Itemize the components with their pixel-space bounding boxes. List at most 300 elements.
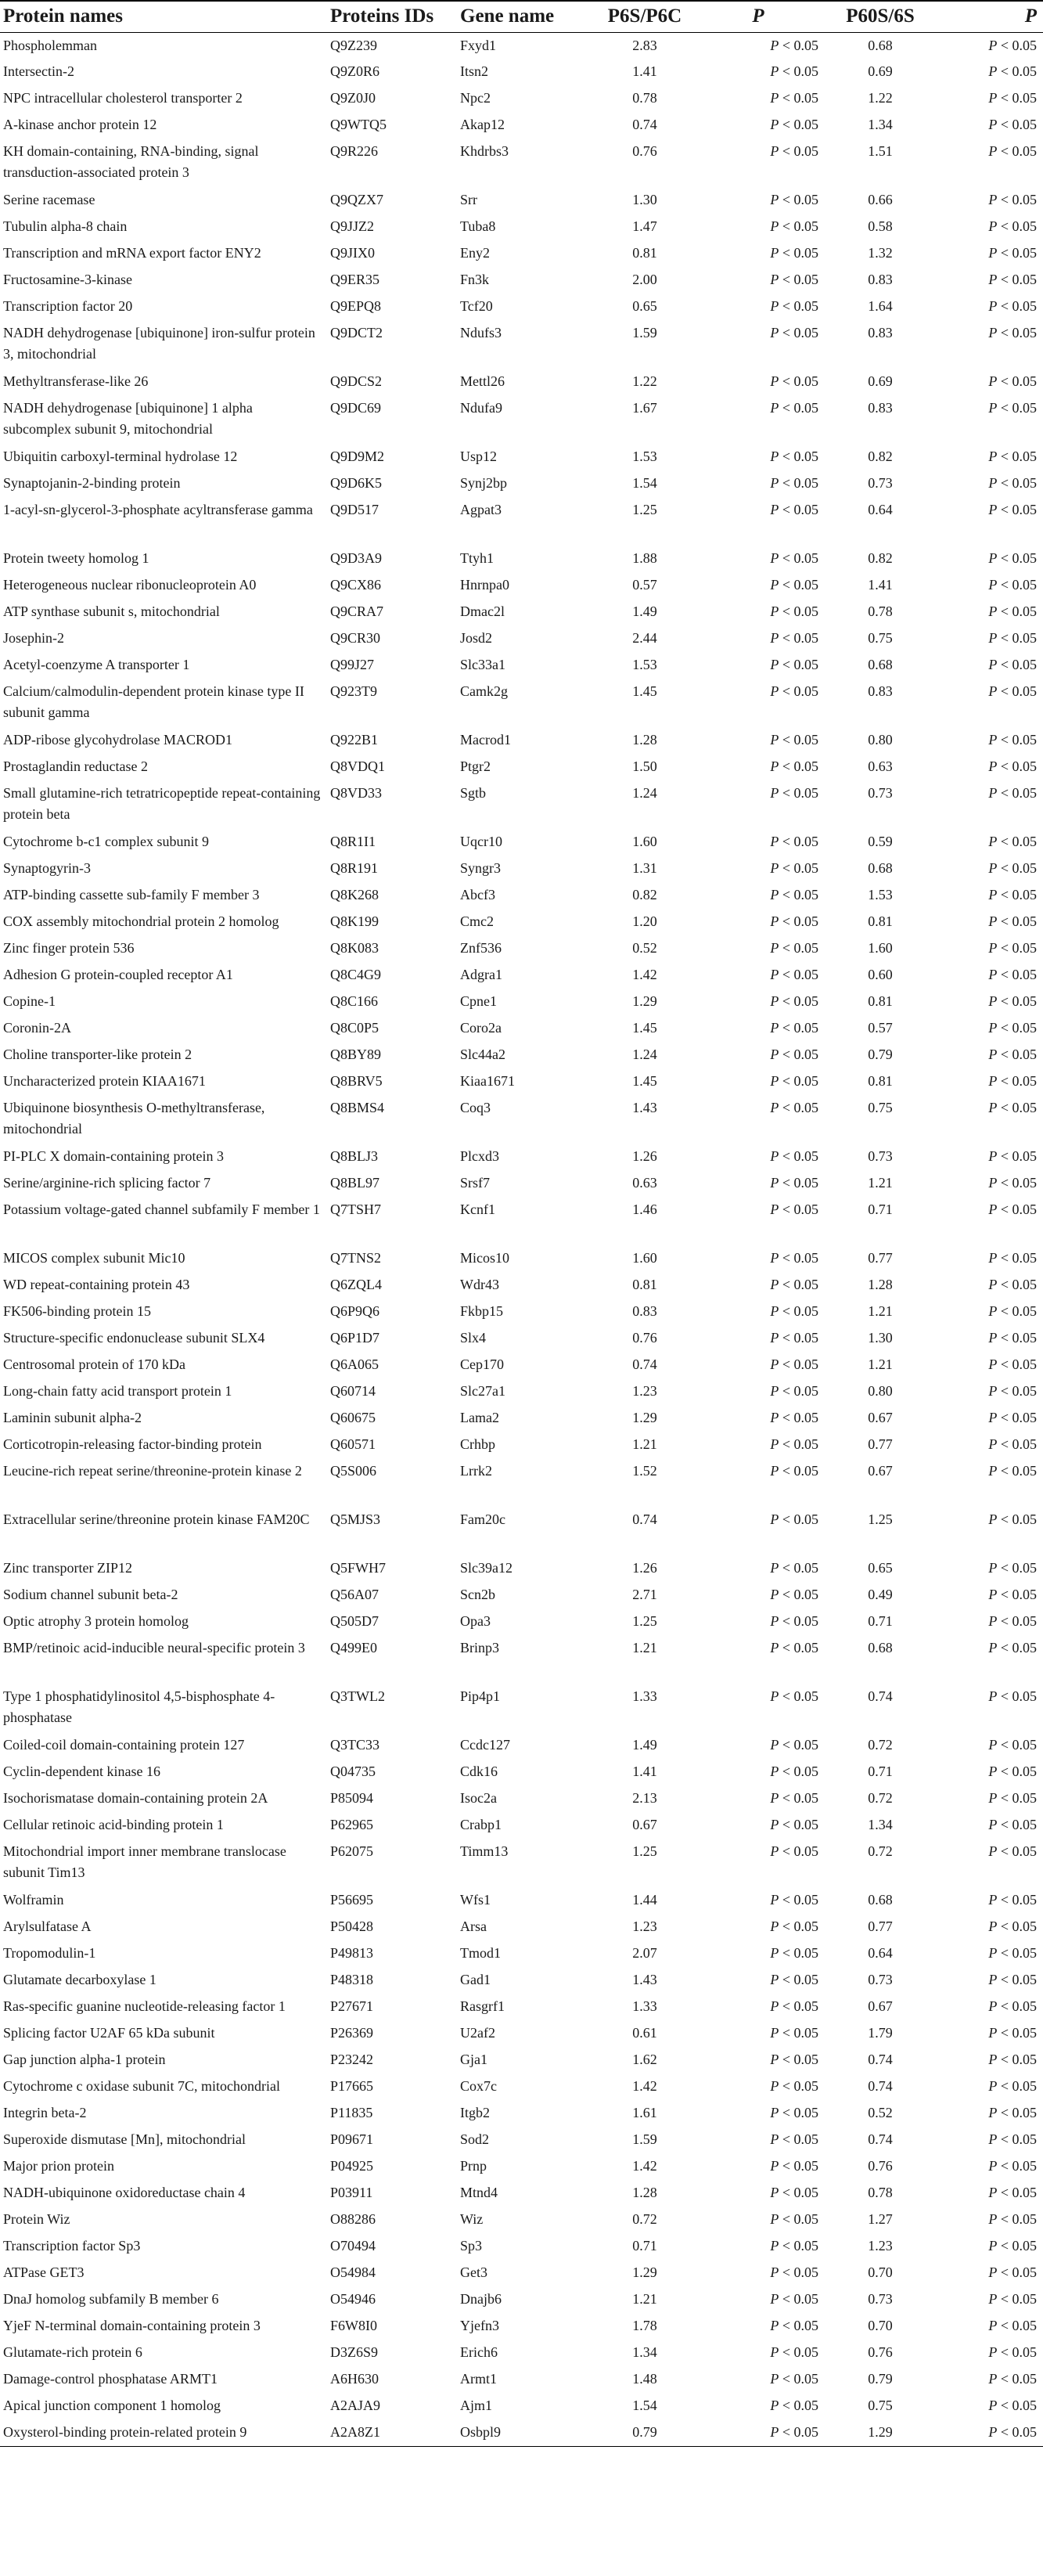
p-threshold: < 0.05 <box>779 1250 818 1266</box>
ratio-p60s-6s-cell: 0.81 <box>868 1073 893 1089</box>
table-row <box>0 679 1043 727</box>
p-threshold: < 0.05 <box>779 2238 818 2254</box>
table-row <box>0 2100 1043 2127</box>
p-threshold: < 0.05 <box>779 1436 818 1452</box>
p-threshold: < 0.05 <box>779 1918 818 1934</box>
ratio-p60s-6s-cell: 0.72 <box>868 1843 893 1859</box>
p-threshold: < 0.05 <box>779 245 818 261</box>
p-symbol: P <box>770 603 779 619</box>
ratio-p60s-6s-cell: 0.77 <box>868 1918 893 1934</box>
p-symbol: P <box>988 325 998 340</box>
protein-id-cell: Q9Z239 <box>330 37 377 53</box>
p-threshold: < 0.05 <box>779 449 818 464</box>
protein-id-cell: P62075 <box>330 1843 374 1859</box>
p-symbol: P <box>770 2264 779 2280</box>
protein-name-cell: Damage-control phosphatase ARMT1 <box>3 2371 218 2387</box>
p-value-2-cell <box>936 112 1043 139</box>
p-symbol: P <box>988 577 998 593</box>
p-threshold: < 0.05 <box>997 1764 1037 1779</box>
gene-name-cell: U2af2 <box>460 2025 495 2041</box>
table-row <box>0 1432 1043 1458</box>
protein-name-cell: Small glutamine-rich tetratricopeptide repeat-containing protein beta <box>3 785 321 822</box>
p-value-2-cell <box>936 625 1043 652</box>
p-symbol: P <box>770 2131 779 2147</box>
p-value-1-cell <box>692 2127 825 2153</box>
p-value-1-cell <box>692 1405 825 1432</box>
p-threshold: < 0.05 <box>779 1613 818 1629</box>
p-value-2-cell <box>936 1684 1043 1732</box>
p-value-2-cell <box>936 32 1043 59</box>
protein-id-cell: Q04735 <box>330 1764 376 1779</box>
p-threshold: < 0.05 <box>779 1383 818 1399</box>
p-symbol: P <box>770 913 779 929</box>
protein-name-cell: Arylsulfatase A <box>3 1918 92 1934</box>
p-value-1-cell <box>692 470 825 497</box>
ratio-p6s-p6c-cell: 1.44 <box>632 1892 657 1908</box>
p-symbol: P <box>988 2264 998 2280</box>
protein-id-cell: Q9EPQ8 <box>330 298 382 314</box>
gene-name-cell: Osbpl9 <box>460 2424 502 2440</box>
protein-id-cell: D3Z6S9 <box>330 2344 379 2360</box>
p-value-1-cell <box>692 32 825 59</box>
p-threshold: < 0.05 <box>997 1436 1037 1452</box>
ratio-p6s-p6c-cell: 0.81 <box>632 245 657 261</box>
table-row <box>0 85 1043 112</box>
protein-id-cell: A6H630 <box>330 2371 379 2387</box>
p-threshold: < 0.05 <box>779 1303 818 1319</box>
table-row <box>0 1405 1043 1432</box>
p-symbol: P <box>988 1817 998 1832</box>
p-symbol: P <box>988 1303 998 1319</box>
p-symbol: P <box>988 1511 998 1527</box>
gene-name-cell: Coq3 <box>460 1100 491 1115</box>
protein-id-cell: P56695 <box>330 1892 374 1908</box>
table-row <box>0 1732 1043 1759</box>
p-symbol: P <box>770 37 779 53</box>
ratio-p60s-6s-cell: 0.64 <box>868 1945 893 1961</box>
gene-name-cell: Timm13 <box>460 1843 509 1859</box>
table-row <box>0 625 1043 652</box>
protein-id-cell: Q7TSH7 <box>330 1202 382 1217</box>
gene-name-cell: Slx4 <box>460 1330 487 1346</box>
p-value-1-cell <box>692 1325 825 1352</box>
protein-name-cell: Optic atrophy 3 protein homolog <box>3 1613 189 1629</box>
protein-id-cell: Q5MJS3 <box>330 1511 381 1527</box>
protein-id-cell: Q8C4G9 <box>330 967 382 982</box>
p-threshold: < 0.05 <box>779 37 818 53</box>
protein-id-cell: Q9WTQ5 <box>330 117 387 132</box>
table-row <box>0 1325 1043 1352</box>
p-threshold: < 0.05 <box>997 373 1037 389</box>
protein-name-cell: Glutamate-rich protein 6 <box>3 2344 142 2360</box>
protein-name-cell: Oxysterol-binding protein-related protein 9 <box>3 2424 247 2440</box>
p-threshold: < 0.05 <box>779 298 818 314</box>
table-row <box>0 1068 1043 1095</box>
protein-name-cell: Fructosamine-3-kinase <box>3 272 132 287</box>
gene-name-cell: Plcxd3 <box>460 1148 500 1164</box>
p-value-2-cell <box>936 1352 1043 1378</box>
p-symbol: P <box>988 218 998 234</box>
protein-id-cell: Q99J27 <box>330 657 375 672</box>
p-symbol: P <box>770 1817 779 1832</box>
ratio-p60s-6s-cell: 0.68 <box>868 37 893 53</box>
protein-name-cell: Major prion protein <box>3 2158 114 2174</box>
p-symbol: P <box>988 1073 998 1089</box>
p-symbol: P <box>770 1587 779 1602</box>
protein-id-cell: P62965 <box>330 1817 374 1832</box>
protein-id-cell: Q8R1I1 <box>330 834 376 849</box>
p-threshold: < 0.05 <box>779 2025 818 2041</box>
ratio-p6s-p6c-cell: 1.29 <box>632 1410 657 1425</box>
ratio-p6s-p6c-cell: 1.88 <box>632 550 657 566</box>
p-threshold: < 0.05 <box>997 1560 1037 1576</box>
p-value-2-cell <box>936 187 1043 214</box>
table-row <box>0 2366 1043 2393</box>
p-value-2-cell <box>936 1144 1043 1170</box>
p-symbol: P <box>988 1356 998 1372</box>
p-threshold: < 0.05 <box>779 913 818 929</box>
ratio-p6s-p6c-cell: 1.41 <box>632 63 657 79</box>
ratio-p6s-p6c-cell: 1.23 <box>632 1918 657 1934</box>
p-value-2-cell <box>936 1325 1043 1352</box>
p-threshold: < 0.05 <box>779 550 818 566</box>
p-symbol: P <box>988 1918 998 1934</box>
table-row <box>0 546 1043 572</box>
ratio-p60s-6s-cell: 0.83 <box>868 400 893 416</box>
p-threshold: < 0.05 <box>779 1330 818 1346</box>
ratio-p6s-p6c-cell: 1.24 <box>632 1047 657 1062</box>
p-symbol: P <box>770 298 779 314</box>
ratio-p60s-6s-cell: 0.74 <box>868 1688 893 1704</box>
p-symbol: P <box>770 2025 779 2041</box>
ratio-p6s-p6c-cell: 0.74 <box>632 1356 657 1372</box>
p-value-2-cell <box>936 85 1043 112</box>
p-value-2-cell <box>936 2366 1043 2393</box>
p-value-2-cell <box>936 1272 1043 1299</box>
ratio-p6s-p6c-cell: 1.22 <box>632 373 657 389</box>
p-threshold: < 0.05 <box>997 1202 1037 1217</box>
protein-id-cell: O70494 <box>330 2238 376 2254</box>
p-value-2-cell <box>936 2073 1043 2100</box>
p-threshold: < 0.05 <box>997 400 1037 416</box>
ratio-p60s-6s-cell: 0.83 <box>868 325 893 340</box>
ratio-p60s-6s-cell: 0.72 <box>868 1790 893 1806</box>
ratio-p60s-6s-cell: 0.73 <box>868 785 893 801</box>
gene-name-cell: Erich6 <box>460 2344 498 2360</box>
protein-name-cell: ATPase GET3 <box>3 2264 85 2280</box>
p-threshold: < 0.05 <box>779 2398 818 2413</box>
p-value-1-cell <box>692 780 825 829</box>
ratio-p6s-p6c-cell: 1.46 <box>632 1202 657 1217</box>
ratio-p6s-p6c-cell: 1.34 <box>632 2344 657 2360</box>
ratio-p60s-6s-cell: 1.21 <box>868 1303 893 1319</box>
table-row <box>0 856 1043 882</box>
p-symbol: P <box>988 2238 998 2254</box>
p-value-1-cell <box>692 1507 825 1555</box>
p-value-1-cell <box>692 395 825 444</box>
p-threshold: < 0.05 <box>997 1020 1037 1036</box>
protein-id-cell: Q3TWL2 <box>330 1688 385 1704</box>
p-symbol: P <box>988 2291 998 2307</box>
ratio-p60s-6s-cell: 0.70 <box>868 2264 893 2280</box>
p-threshold: < 0.05 <box>997 2185 1037 2200</box>
p-symbol: P <box>770 657 779 672</box>
p-threshold: < 0.05 <box>779 2131 818 2147</box>
gene-name-cell: Ajm1 <box>460 2398 493 2413</box>
p-threshold: < 0.05 <box>997 2398 1037 2413</box>
ratio-p60s-6s-cell: 1.51 <box>868 143 893 159</box>
p-threshold: < 0.05 <box>779 1410 818 1425</box>
ratio-p60s-6s-cell: 0.73 <box>868 1972 893 1987</box>
table-row <box>0 320 1043 369</box>
protein-name-cell: Tropomodulin-1 <box>3 1945 96 1961</box>
p-symbol: P <box>770 785 779 801</box>
gene-name-cell: Tuba8 <box>460 218 496 234</box>
p-threshold: < 0.05 <box>997 245 1037 261</box>
protein-name-cell: Serine/arginine-rich splicing factor 7 <box>3 1175 211 1191</box>
protein-id-cell: Q8C166 <box>330 993 379 1009</box>
p-symbol: P <box>770 1383 779 1399</box>
gene-name-cell: Sp3 <box>460 2238 483 2254</box>
protein-id-cell: Q60571 <box>330 1436 376 1452</box>
p-symbol: P <box>770 2078 779 2094</box>
p-threshold: < 0.05 <box>779 1640 818 1655</box>
gene-name-cell: Ttyh1 <box>460 550 494 566</box>
p-threshold: < 0.05 <box>779 940 818 956</box>
gene-name-cell: Cmc2 <box>460 913 494 929</box>
table-row <box>0 727 1043 754</box>
table-row <box>0 1812 1043 1839</box>
protein-name-cell: PI-PLC X domain-containing protein 3 <box>3 1148 224 1164</box>
gene-name-cell: Macrod1 <box>460 732 511 748</box>
p-symbol: P <box>988 834 998 849</box>
p-value-1-cell <box>692 546 825 572</box>
p-symbol: P <box>770 2371 779 2387</box>
p-symbol: P <box>770 1790 779 1806</box>
protein-name-cell: Splicing factor U2AF 65 kDa subunit <box>3 2025 215 2041</box>
gene-name-cell: Tmod1 <box>460 1945 501 1961</box>
gene-name-cell: Armt1 <box>460 2371 497 2387</box>
protein-id-cell: P04925 <box>330 2158 374 2174</box>
p-threshold: < 0.05 <box>997 913 1037 929</box>
ratio-p6s-p6c-cell: 1.42 <box>632 2158 657 2174</box>
p-threshold: < 0.05 <box>779 1892 818 1908</box>
gene-name-cell: Itgb2 <box>460 2105 490 2120</box>
ratio-p6s-p6c-cell: 1.47 <box>632 218 657 234</box>
table-row <box>0 652 1043 679</box>
p-threshold: < 0.05 <box>997 192 1037 207</box>
p-value-2-cell <box>936 2313 1043 2340</box>
ratio-p60s-6s-cell: 0.71 <box>868 1764 893 1779</box>
gene-name-cell: Gja1 <box>460 2052 487 2067</box>
p-symbol: P <box>988 400 998 416</box>
ratio-p60s-6s-cell: 1.34 <box>868 1817 893 1832</box>
header-gene-name: Gene name <box>460 5 555 27</box>
p-symbol: P <box>988 1688 998 1704</box>
p-symbol: P <box>770 1511 779 1527</box>
protein-id-cell: Q9CX86 <box>330 577 382 593</box>
p-symbol: P <box>770 1356 779 1372</box>
gene-name-cell: Pip4p1 <box>460 1688 501 1704</box>
ratio-p6s-p6c-cell: 1.42 <box>632 967 657 982</box>
p-symbol: P <box>988 2185 998 2200</box>
ratio-p6s-p6c-cell: 1.49 <box>632 1737 657 1753</box>
gene-name-cell: Kcnf1 <box>460 1202 495 1217</box>
table-row <box>0 294 1043 320</box>
protein-id-cell: Q56A07 <box>330 1587 379 1602</box>
ratio-p6s-p6c-cell: 2.71 <box>632 1587 657 1602</box>
p-value-1-cell <box>692 909 825 935</box>
gene-name-cell: Get3 <box>460 2264 487 2280</box>
protein-id-cell: Q9CRA7 <box>330 603 384 619</box>
p-value-2-cell <box>936 240 1043 267</box>
table-row <box>0 1352 1043 1378</box>
p-value-1-cell <box>692 989 825 1015</box>
ratio-p6s-p6c-cell: 1.45 <box>632 1020 657 1036</box>
p-value-2-cell <box>936 2260 1043 2286</box>
p-symbol: P <box>770 1202 779 1217</box>
p-threshold: < 0.05 <box>779 860 818 876</box>
gene-name-cell: Mettl26 <box>460 373 505 389</box>
p-value-1-cell <box>692 1940 825 1967</box>
p-symbol: P <box>770 2211 779 2227</box>
table-row <box>0 1785 1043 1812</box>
gene-name-cell: Uqcr10 <box>460 834 502 849</box>
p-threshold: < 0.05 <box>997 2424 1037 2440</box>
p-value-1-cell <box>692 112 825 139</box>
p-symbol: P <box>770 993 779 1009</box>
p-symbol: P <box>988 913 998 929</box>
p-value-2-cell <box>936 2020 1043 2047</box>
ratio-p6s-p6c-cell: 0.79 <box>632 2424 657 2440</box>
protein-id-cell: O88286 <box>330 2211 376 2227</box>
gene-name-cell: Arsa <box>460 1918 487 1934</box>
table-row <box>0 2419 1043 2446</box>
p-threshold: < 0.05 <box>997 1073 1037 1089</box>
ratio-p6s-p6c-cell: 0.78 <box>632 90 657 106</box>
protein-name-cell: Laminin subunit alpha-2 <box>3 1410 142 1425</box>
protein-id-cell: Q60675 <box>330 1410 376 1425</box>
p-value-1-cell <box>692 2233 825 2260</box>
protein-name-cell: Adhesion G protein-coupled receptor A1 <box>3 967 233 982</box>
p-threshold: < 0.05 <box>779 2424 818 2440</box>
p-threshold: < 0.05 <box>997 1918 1037 1934</box>
p-value-1-cell <box>692 2366 825 2393</box>
table-row <box>0 1914 1043 1940</box>
p-symbol: P <box>770 1560 779 1576</box>
p-value-2-cell <box>936 59 1043 85</box>
ratio-p60s-6s-cell: 1.25 <box>868 1511 893 1527</box>
p-threshold: < 0.05 <box>997 90 1037 106</box>
p-threshold: < 0.05 <box>997 2158 1037 2174</box>
protein-id-cell: Q6ZQL4 <box>330 1277 382 1292</box>
gene-name-cell: Akap12 <box>460 117 505 132</box>
table-row <box>0 780 1043 829</box>
ratio-p60s-6s-cell: 1.27 <box>868 2211 893 2227</box>
p-symbol: P <box>988 1020 998 1036</box>
p-symbol: P <box>770 2238 779 2254</box>
p-value-1-cell <box>692 1785 825 1812</box>
p-threshold: < 0.05 <box>997 2131 1037 2147</box>
ratio-p60s-6s-cell: 0.71 <box>868 1613 893 1629</box>
p-threshold: < 0.05 <box>779 218 818 234</box>
p-symbol: P <box>988 1175 998 1191</box>
p-threshold: < 0.05 <box>997 1892 1037 1908</box>
table-row <box>0 1170 1043 1197</box>
p-threshold: < 0.05 <box>997 1356 1037 1372</box>
p-value-2-cell <box>936 1042 1043 1068</box>
ratio-p6s-p6c-cell: 0.74 <box>632 117 657 132</box>
p-symbol: P <box>770 2344 779 2360</box>
gene-name-cell: Wdr43 <box>460 1277 499 1292</box>
header-ratio-p60s-6s: P60S/6S <box>846 5 915 27</box>
p-symbol: P <box>770 1945 779 1961</box>
p-symbol: P <box>770 2185 779 2200</box>
p-value-1-cell <box>692 444 825 470</box>
table-row <box>0 2233 1043 2260</box>
ratio-p60s-6s-cell: 0.67 <box>868 1410 893 1425</box>
gene-name-cell: Synj2bp <box>460 475 508 491</box>
ratio-p60s-6s-cell: 0.75 <box>868 2398 893 2413</box>
ratio-p6s-p6c-cell: 2.00 <box>632 272 657 287</box>
ratio-p60s-6s-cell: 0.57 <box>868 1020 893 1036</box>
p-symbol: P <box>988 683 998 699</box>
ratio-p6s-p6c-cell: 1.20 <box>632 913 657 929</box>
p-value-2-cell <box>936 1785 1043 1812</box>
p-threshold: < 0.05 <box>997 1383 1037 1399</box>
ratio-p6s-p6c-cell: 1.43 <box>632 1100 657 1115</box>
ratio-p60s-6s-cell: 0.68 <box>868 860 893 876</box>
p-value-1-cell <box>692 1352 825 1378</box>
gene-name-cell: Brinp3 <box>460 1640 500 1655</box>
p-threshold: < 0.05 <box>779 2158 818 2174</box>
p-symbol: P <box>770 1640 779 1655</box>
table-row <box>0 395 1043 444</box>
gene-name-cell: Fn3k <box>460 272 490 287</box>
protein-name-cell: NADH dehydrogenase [ubiquinone] 1 alpha subcomplex subunit 9, mitochondrial <box>3 400 253 437</box>
p-threshold: < 0.05 <box>779 887 818 903</box>
p-value-2-cell <box>936 1015 1043 1042</box>
table-row <box>0 59 1043 85</box>
protein-id-cell: Q8BRV5 <box>330 1073 383 1089</box>
p-symbol: P <box>988 2158 998 2174</box>
p-threshold: < 0.05 <box>779 400 818 416</box>
p-threshold: < 0.05 <box>779 1073 818 1089</box>
gene-name-cell: Micos10 <box>460 1250 509 1266</box>
p-threshold: < 0.05 <box>779 1790 818 1806</box>
p-value-2-cell <box>936 1555 1043 1582</box>
p-value-1-cell <box>692 1144 825 1170</box>
ratio-p6s-p6c-cell: 1.60 <box>632 1250 657 1266</box>
p-value-2-cell <box>936 1940 1043 1967</box>
ratio-p60s-6s-cell: 0.49 <box>868 1587 893 1602</box>
p-threshold: < 0.05 <box>779 758 818 774</box>
p-symbol: P <box>988 245 998 261</box>
p-threshold: < 0.05 <box>997 1175 1037 1191</box>
p-symbol: P <box>988 2078 998 2094</box>
table-row <box>0 2340 1043 2366</box>
table-row <box>0 267 1043 294</box>
p-value-1-cell <box>692 856 825 882</box>
protein-id-cell: Q8K199 <box>330 913 379 929</box>
p-threshold: < 0.05 <box>997 1817 1037 1832</box>
p-value-1-cell <box>692 1095 825 1144</box>
p-threshold: < 0.05 <box>997 940 1037 956</box>
protein-name-cell: MICOS complex subunit Mic10 <box>3 1250 185 1266</box>
protein-name-cell: Synaptogyrin-3 <box>3 860 91 876</box>
protein-id-cell: Q9D6K5 <box>330 475 382 491</box>
table-row <box>0 2260 1043 2286</box>
